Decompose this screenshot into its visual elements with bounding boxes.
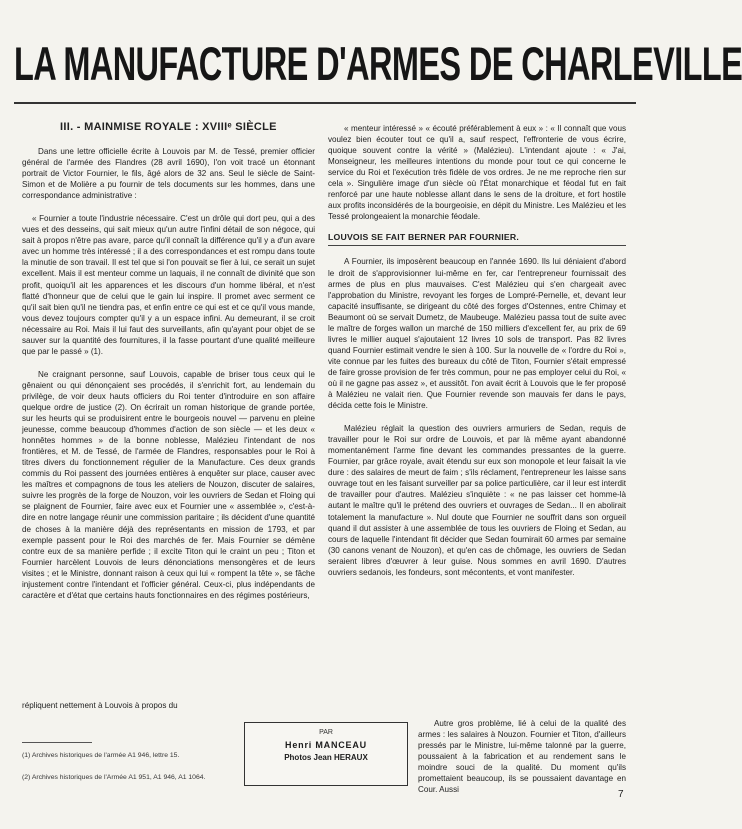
paragraph: Ne craignant personne, sauf Louvois, capable de briser tous ceux qui le gênaient ou qui dénonçaient ses procédés, il s'enrichit fort, au lendemain du privilège, de voir deux hauts officiers du Roi tenter d'introduire en son affaire quelque ordre de justice (2). On écrirait un roman historique de grande portée, sur les heurts qui se produisirent entre le bourgeois nouvel — parvenu en pleine jeunesse, comme beaucoup d'hommes d'action de son siècle — et les deux « honnêtes hommes » de la bonne noblesse, Malézieu l'intendant de nos frontières, et M. de Tessé, de l'armée de Flandres, responsables pour le Roi à titres divers du fonctionnement régulier de la Manufacture. Ces deux grands commis du Roi passent des journées entières à enquêter sur place, causer avec les maîtres et compagnons de tous les ateliers de Nouzon, discuter de salaires, suivre les progrès de la forge de Nouzon, voir les ouvriers de Sedan et Floing qui se plaignent de Fournier, faire avec eux et Fournier une « assemblée », c'est-à-dire en notre langage réunir une commission paritaire ; ils décident d'une quantité de choses à la manière déjà des représentants en mission de 1793, et par exemple passent pour le Roi des marchés de fer. Mais Fournier se démène contre eux de sa manière perfide ; il excite Titon qui le craint un peu ; Titon et Fournier harcèlent Louvois de leurs dénonciations mensongères et de leurs visites ; et le Ministre, donnant raison à ceux qui lui « rompent la tête », se fâche injustement contre l'intendant et l'officier général. Ceux-ci, plus indépendants de caractère et d'état que certains hauts fonctionnaires en des régimes postérieurs,: [22, 369, 315, 600]
credits-author: Henri MANCEAU: [285, 740, 367, 750]
footnote-1: (1) Archives historiques de l'armée A1 946, lettre 15.: [22, 752, 180, 759]
paragraph: « menteur intéressé » « écouté préférablement à eux » : « Il connaît que vous voulez bien écouter tout ce qu'il a, sauf respect, l'effronterie de vous écrire, quoique souvent contre la vérité » (Malézieu). L'intendant ajoute : « J'ai, Monseigneur, les meilleures intentions du monde pour tout ce qui concerne le service du Roi et l'exécution très fidèle de vos ordres. Je ne me reproche rien sur cela ». Singulière image d'un siècle où l'État monarchique et féodal fut en fait renforcé par une haute noblesse allant dans le sens de la droiture, et fort hostile aux profits inconsidérés de la bourgeoisie, en dépit du Ministre. Les Malézieu et les Tessé prolongeaient la monarchie féodale.: [328, 124, 626, 222]
credits-par: PAR: [319, 729, 333, 736]
paragraph-tail: répliquent nettement à Louvois à propos du: [22, 701, 178, 710]
right-column-continuation: [418, 718, 626, 795]
credits-photographer: Photos Jean HERAUX: [284, 753, 368, 762]
page-number: 7: [618, 789, 624, 800]
paragraph: A Fournier, ils imposèrent beaucoup en l'année 1690. Ils lui déniaient d'abord le droit de s'approvisionner lui-même en fer, car l'entrepreneur fournissait des armes de plus en plus mauvaises. C'est Malézieu qui s'en chargeait avec l'approbation du Ministre, revoyant les forges de Lompré-Pernelle, et, devant leur capacité insuffisante, se dirigeant du côté des forges d'Ostennes, entre Chimay et Beaumont où se servait Dumetz, de Maubeuge. Malézieu passa tout de suite avec le maître de forges wallon un marché de 150 milliers d'excellent fer, au prix de 69 livres le millier auquel s'ajoutaient 12 livres 10 sols de transport. Pas 82 livres quand Fournier estimait vendre le sien à 100. Sur la nouvelle de « l'ordre du Roi », vite connue par les fuites des bureaux du côté de Titon, Fournier s'était empressé de faire grosse provision de fer très commun, pour ne pas employer celui du Roi, « où il ne gagne pas assez », et aussitôt. l'on avait écrit à Louvois que le fer proposé à Malézieu ne valait rien. Que Fournier revende son mauvais fer dans le pays, décida cette fois le Ministre.: [328, 257, 626, 411]
left-column: [22, 146, 315, 601]
section-heading: III. - MAINMISE ROYALE : XVIIIᵉ SIÈCLE: [60, 121, 277, 133]
footnote-rule: [22, 742, 92, 743]
title-rule: [14, 102, 636, 104]
subheading-container: [328, 232, 626, 246]
author-credits-box: [244, 722, 408, 786]
paragraph: Dans une lettre officielle écrite à Louvois par M. de Tessé, premier officier général de l'armée des Flandres (28 avril 1690), l'on voit tracé un étonnant portrait de Victor Fournier, le fils, âgé alors de 32 ans. Seul le siècle de Saint-Simon et de Molière a pu fournir de tels documents sur les hommes, dans une correspondance administrative :: [22, 147, 315, 201]
subheading: LOUVOIS SE FAIT BERNER PAR FOURNIER.: [328, 232, 519, 243]
right-column: [328, 123, 626, 578]
paragraph: Autre gros problème, lié à celui de la qualité des armes : les salaires à Nouzon. Fournier et Titon, d'ailleurs pressés par le Ministre, lui-même talonné par la guerre, poussaient à la fabrication et au rendement sans le moindre souci de la qualité. Du moment qu'ils promettaient beaucoup, ils se poussaient davantage en Cour. Aussi: [418, 719, 626, 795]
quotation-paragraph: « Fournier a toute l'industrie nécessaire. C'est un drôle qui dort peu, qui a des vues et des desseins, qui sait mieux qu'un autre l'infini détail de son négoce, qui sait à propos n'être pas avare, parce qu'il connaît la différence qu'il y a d'un avare avec un homme très intéressé ; il a des correspondances et est rompu dans toute la minutie de son travail. Il est tel que si l'on pouvait se fier à lui, ce serait un sujet excellent. Mais il est menteur comme un laquais, il ne connaît de divinité que son profit, quoiqu'il ait les apparences et les discours d'un homme libéral, et n'est flatté d'honneur que de celui que le gain lui inspire. Il promet avec serment ce qu'il sait bien qu'il ne tiendra pas, et enfin entre ce qui est et ce qu'il vous mande, vous devez toujours compter qu'il y a un espace infini. Au demeurant, il se croit nécessaire au Roi. Mais il lui faut des surveillants, afin qu'ayant pour objet de se sauver sur la quantité des fournitures, il la fasse pourtant d'une qualité meilleure que par le passé » (1).: [22, 214, 315, 356]
paragraph: Malézieu réglait la question des ouvriers armuriers de Sedan, requis de travailler pour le Roi sur ordre de Louvois, et par là même ayant abandonné momentanément l'arme fine devant les commandes pressantes de la guerre. Fournier, par grâce royale, avait étendu sur eux son monopole et leur faisait la vie dure : des salaires de meurt de faim ; s'ils réclament, l'entrepreneur les laisse sans ouvrage tout en les faisant surveiller par sa police particulière, car il leur est interdit de travailler pour d'autres. Malézieu s'inquiète : « ne pas laisser cet homme-là autant le maître qu'il le prétend des ouvriers et ouvrages de Sedan... Il en abolirait totalement la manufacture ». Nul doute que Fournier ne souffrit dans son orgueil quand il dut assister à une assemblée de tous les ouvriers de Floing et Sedan, au cours de laquelle l'intendant fit décider que Sedan fournirait 60 armes par semaine (30 canons venant de Nouzon), et qu'en cas de chômage, les ouvriers de Sedan seraient libres d'œuvrer à leur guise. Nous sommes en avril 1690. D'autres ouvriers sedanois, les fondeurs, sont mécontents, et vont manifester.: [328, 424, 626, 577]
footnote-2: (2) Archives historiques de l'Armée A1 951, A1 946, A1 1064.: [22, 774, 206, 781]
page-title: LA MANUFACTURE D'ARMES DE CHARLEVILLE: [14, 38, 742, 91]
